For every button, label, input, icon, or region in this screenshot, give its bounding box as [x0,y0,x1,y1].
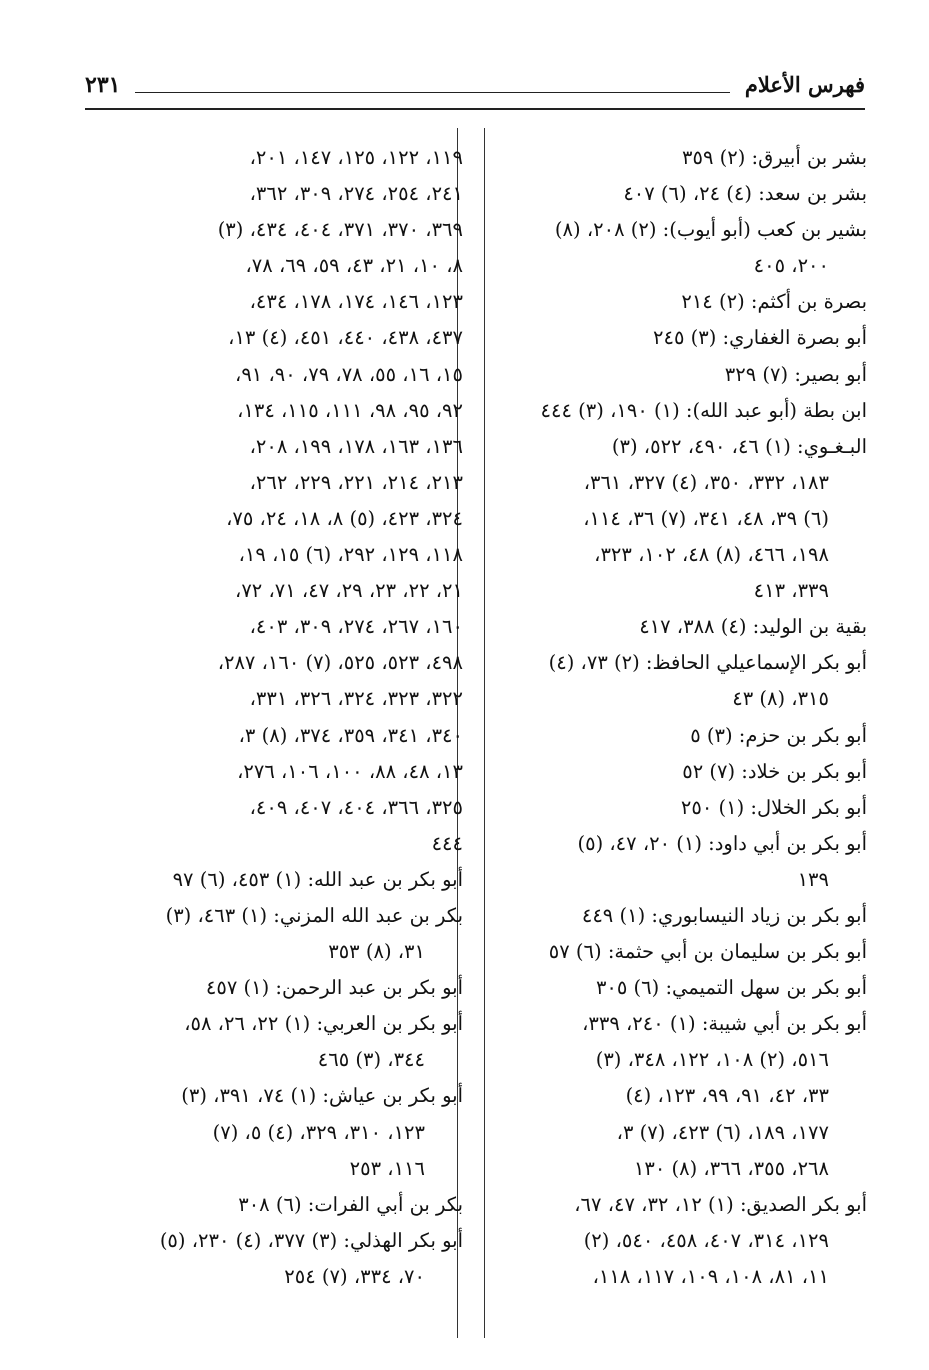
page-title: فهرس الأعلام [744,72,865,97]
index-entry [85,862,463,898]
index-entry [85,140,463,862]
index-entry [85,898,463,970]
index-entry-continuation: ٥١٦، (٢) ١٠٨، ١٢٢، ٣٤٨، (٣) [595,1048,829,1072]
index-entry-continuation: ٤٤٤ [431,831,463,855]
index-entry [489,609,867,645]
index-entry-continuation: ٢١٣، ٢١٤، ٢٢١، ٢٢٩، ٢٦٢، [249,470,463,494]
index-entry [85,1006,463,1078]
index-entry-continuation: ١١٨، ١٢٩، ٢٩٢، (٦) ١٥، ١٩، [238,543,463,567]
index-entry-line: بقية بن الوليد: (٤) ٣٨٨، ٤١٧ [639,615,867,639]
index-entry [489,212,867,284]
index-entry-continuation: ٩٢، ٩٥، ٩٨، ١١١، ١١٥، ١٣٤، [237,398,463,422]
page-header [85,70,865,110]
page-number: ٢٣١ [85,72,121,98]
index-entry [85,1223,463,1295]
index-entry-continuation: ١٨٣، ٣٣٢، ٣٥٠، (٤) ٣٢٧، ٣٦١، [583,470,829,494]
index-entry-continuation: ٢٦٨، ٣٥٥، ٣٦٦، (٨) ١٣٠ [633,1156,829,1180]
index-entry-line: بشير بن كعب (أبو أيوب): (٢) ٢٠٨، (٨) [554,218,867,242]
index-entry [489,754,867,790]
index-entry [489,1006,867,1186]
index-entry-continuation: ٣١٥، (٨) ٤٣ [732,687,829,711]
index-entry-continuation: ١١٦، ٢٥٣ [349,1156,425,1180]
index-entry-line: أبو بكر الهذلي: (٣) ٣٧٧، (٤) ٢٣٠، (٥) [159,1228,463,1252]
index-entry-continuation: ١٢٣، ٣١٠، ٣٢٩، (٤) ٥، (٧) [212,1120,425,1144]
index-entry [489,718,867,754]
index-entry-continuation: ٤٣٧، ٤٣٨، ٤٤٠، ٤٥١، (٤) ١٣، [228,326,463,350]
index-entry-continuation: ٣٢٥، ٣٦٦، ٤٠٤، ٤٠٧، ٤٠٩، [249,795,463,819]
index-entry-continuation: ١٦٠، ٢٦٧، ٢٧٤، ٣٠٩، ٤٠٣، [249,615,463,639]
index-entry [489,898,867,934]
index-entry-continuation: ٤٩٨، ٥٢٣، ٥٢٥، (٧) ١٦٠، ٢٨٧، [217,651,463,675]
index-entry-continuation: ٢١، ٢٢، ٢٣، ٢٩، ٤٧، ٧١، ٧٢، [235,579,463,603]
index-entry-line: أبو بصرة الغفاري: (٣) ٢٤٥ [653,326,867,350]
index-entry-continuation: ١٣٩ [797,867,829,891]
index-entry-line: أبو بكر الإسماعيلي الحافظ: (٢) ٧٣، (٤) [548,651,867,675]
index-entry [489,176,867,212]
index-entry-continuation: ١٣٦، ١٦٣، ١٧٨، ١٩٩، ٢٠٨، [249,434,463,458]
index-entry-continuation: ١٣، ٤٨، ٨٨، ١٠٠، ١٠٦، ٢٧٦، [237,759,463,783]
index-entry-line: أبو بكر بن حزم: (٣) ٥ [690,723,867,747]
header-rule [85,108,865,110]
index-entry-line: أبو بكر بن العربي: (١) ٢٢، ٢٦، ٥٨، [184,1012,463,1036]
index-entry-line: أبو بكر بن أبي شيبة: (١) ٢٤٠، ٣٣٩، [582,1012,867,1036]
index-entry-continuation: ٣٤٠، ٣٤١، ٣٥٩، ٣٧٤، (٨) ٣، [238,723,463,747]
index-entry-line: أبو بصير: (٧) ٣٢٩ [724,362,867,386]
index-entry [489,320,867,356]
index-entry-line: ١١٩، ١٢٢، ١٢٥، ١٤٧، ٢٠١، [249,146,463,169]
index-entry [489,429,867,609]
index-entry [489,140,867,176]
index-entry-continuation: ١٢٩، ٣١٤، ٤٠٧، ٤٥٨، ٥٤٠، (٢) [583,1228,829,1252]
index-entry-continuation: (٦) ٣٩، ٤٨، ٣٤١، (٧) ٣٦، ١١٤، [583,506,829,530]
index-entry-line: أبو بكر بن عبد الله: (١) ٤٥٣، (٦) ٩٧ [172,867,463,891]
index-entry-line: بشر بن سعد: (٤) ٢٤، (٦) ٤٠٧ [623,182,867,206]
index-entry [489,284,867,320]
index-entry-continuation: ١٥، ١٦، ٥٥، ٧٨، ٧٩، ٩٠، ٩١، [235,362,463,386]
index-entry [489,1187,867,1295]
index-entry-line: أبو بكر الصديق: (١) ١٢، ٣٢، ٤٧، ٦٧، [574,1192,867,1216]
index-entry-continuation: ٢٠٠، ٤٠٥ [753,254,829,278]
index-entry-line: أبو بكر بن خلاد: (٧) ٥٢ [682,759,867,783]
index-entry-line: ابن بطة (أبو عبد الله): (١) ١٩٠، (٣) ٤٤٤ [540,398,867,422]
index-entry-continuation: ١٧٧، ١٨٩، (٦) ٤٢٣، (٧) ٣، [616,1120,829,1144]
index-entry [85,1078,463,1186]
index-entry-line: أبو بكر بن أبي داود: (١) ٢٠، ٤٧، (٥) [577,831,867,855]
index-entry-line: أبو بكر بن سليمان بن أبي حثمة: (٦) ٥٧ [548,940,867,964]
index-entry-continuation: ١٢٣، ١٤٦، ١٧٤، ١٧٨، ٤٣٤، [249,290,463,314]
index-entry [489,826,867,898]
index-entry-continuation: ٣٢٢، ٣٢٣، ٣٢٤، ٣٢٦، ٣٣١، [249,687,463,711]
index-column-left [85,140,463,1340]
index-entry-continuation: ٣٣، ٤٢، ٩١، ٩٩، ١٢٣، (٤) [625,1084,829,1108]
index-entry-line: بصرة بن أكثم: (٢) ٢١٤ [681,290,867,314]
index-entry-line: بشر بن أبيرق: (٢) ٣٥٩ [682,146,867,169]
index-entry-line: بكر بن أبي الفرات: (٦) ٣٠٨ [238,1192,463,1216]
index-entry [489,645,867,717]
index-entry-continuation: ٣٤٤، (٣) ٤٦٥ [317,1048,425,1072]
index-column-right [489,140,867,1340]
index-entry-line: بكر بن عبد الله المزني: (١) ٤٦٣، (٣) [165,903,463,927]
index-entry-line: أبو بكر الخلال: (١) ٢٥٠ [680,795,867,819]
index-entry-continuation: ٣٦٩، ٣٧٠، ٣٧١، ٤٠٤، ٤٣٤، (٣) [217,218,463,242]
index-entry-continuation: ٣٢٤، ٤٢٣، (٥) ٨، ١٨، ٢٤، ٧٥، [226,506,463,530]
index-entry [489,357,867,393]
index-entry-line: أبو بكر بن زياد النيسابوري: (١) ٤٤٩ [581,903,867,927]
index-entry-continuation: ٨، ١٠، ٢١، ٤٣، ٥٩، ٦٩، ٧٨، [245,254,463,278]
index-entry [489,970,867,1006]
header-rule-short [135,92,730,93]
index-entry-continuation: ١٩٨، ٤٦٦، (٨) ٤٨، ١٠٢، ٣٢٣، [594,543,829,567]
index-entry-line: البـغـوي: (١) ٤٦، ٤٩٠، ٥٢٢، (٣) [611,434,867,458]
index-entry-continuation: ٧٠، ٣٣٤، (٧) ٢٥٤ [284,1264,425,1288]
column-divider [484,128,485,1338]
index-entry [489,934,867,970]
index-entry-continuation: ٣٣٩، ٤١٣ [753,579,829,603]
index-entry-line: أبو بكر بن عبد الرحمن: (١) ٤٥٧ [205,976,463,1000]
index-entry-continuation: ٢٤١، ٢٥٤، ٢٧٤، ٣٠٩، ٣٦٢، [249,182,463,206]
index-entry [85,1187,463,1223]
index-entry [85,970,463,1006]
index-entry [489,790,867,826]
index-entry-line: أبو بكر بن عياش: (١) ٧٤، ٣٩١، (٣) [181,1084,463,1108]
index-entry-continuation: ٣١، (٨) ٣٥٣ [328,940,425,964]
index-entry-continuation: ١١، ٨١، ١٠٨، ١٠٩، ١١٧، ١١٨، [592,1264,829,1288]
index-entry [489,393,867,429]
index-entry-line: أبو بكر بن سهل التميمي: (٦) ٣٠٥ [595,976,867,1000]
